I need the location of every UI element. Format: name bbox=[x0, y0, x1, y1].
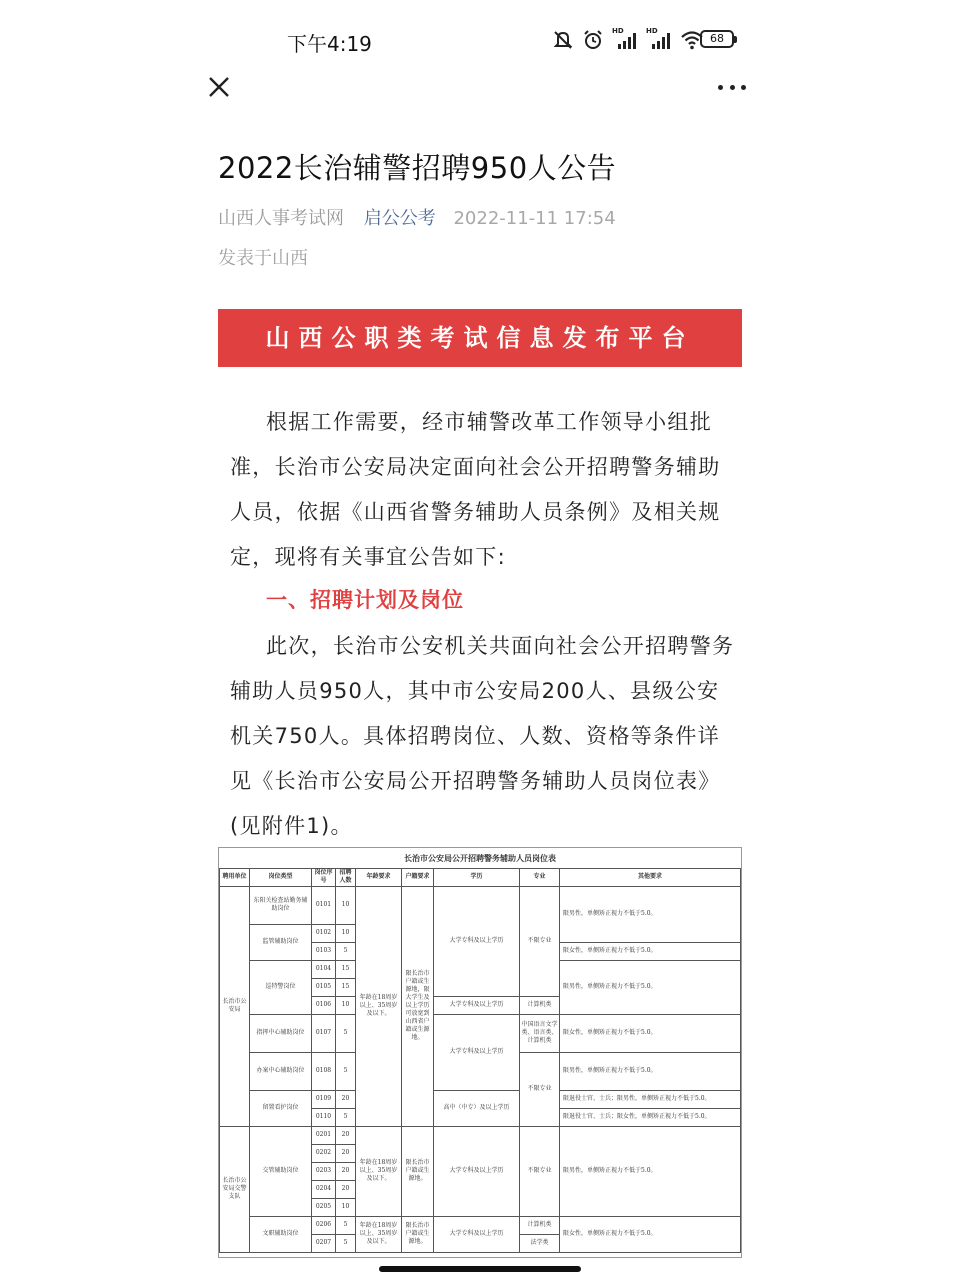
table-cell-post: 办案中心辅助岗位 bbox=[250, 1052, 312, 1090]
more-dot bbox=[741, 85, 746, 90]
table-cell-major: 计算机类 bbox=[520, 1216, 560, 1234]
article-source: 山西人事考试网 bbox=[218, 208, 344, 229]
article-meta bbox=[218, 204, 616, 230]
table-cell-code: 0204 bbox=[312, 1180, 336, 1198]
account-link[interactable]: 启公公考 bbox=[363, 208, 436, 229]
table-cell-huji: 限长治市户籍或生源地，限大学生及以上学历可放宽到山西省户籍或生源地。 bbox=[402, 886, 434, 1126]
more-dot bbox=[730, 85, 735, 90]
table-cell-req: 限女性，单侧矫正视力不低于5.0。 bbox=[560, 1014, 741, 1052]
table-cell-major: 计算机类 bbox=[520, 996, 560, 1014]
paragraph-intro: 根据工作需要，经市辅警改革工作领导小组批准，长治市公安局决定面向社会公开招聘警务辅助人员，依据《山西省警务辅助人员条例》及相关规定，现将有关事宜公告如下: bbox=[230, 410, 721, 569]
table-header: 招聘人数 bbox=[336, 868, 356, 886]
table-cell-edu: 大学专科及以上学历 bbox=[434, 996, 520, 1014]
table-cell-count: 5 bbox=[336, 1014, 356, 1052]
table-cell-post: 文职辅助岗位 bbox=[250, 1216, 312, 1252]
table-cell-count: 5 bbox=[336, 942, 356, 960]
table-cell-code: 0106 bbox=[312, 996, 336, 1014]
table-cell-code: 0107 bbox=[312, 1014, 336, 1052]
table-cell-count: 5 bbox=[336, 1108, 356, 1126]
table-cell-count: 20 bbox=[336, 1162, 356, 1180]
table-cell-count: 20 bbox=[336, 1180, 356, 1198]
section-heading: 一、招聘计划及岗位 bbox=[266, 588, 464, 612]
table-header: 户籍要求 bbox=[402, 868, 434, 886]
table-header: 聘用单位 bbox=[220, 868, 250, 886]
recruitment-table bbox=[219, 848, 741, 1253]
table-header: 专业 bbox=[520, 868, 560, 886]
table-cell-age: 年龄在18周岁以上、35周岁及以下。 bbox=[356, 886, 402, 1126]
table-cell-edu: 大学专科及以上学历 bbox=[434, 1126, 520, 1216]
more-dot bbox=[718, 85, 723, 90]
hd-label-1: HD bbox=[612, 27, 624, 35]
table-cell-count: 20 bbox=[336, 1126, 356, 1144]
table-header: 年龄要求 bbox=[356, 868, 402, 886]
table-cell-count: 10 bbox=[336, 924, 356, 942]
table-cell-count: 5 bbox=[336, 1216, 356, 1234]
table-cell-count: 20 bbox=[336, 1144, 356, 1162]
table-cell-major: 不限专业 bbox=[520, 1052, 560, 1126]
publish-date: 2022-11-11 17:54 bbox=[453, 208, 616, 229]
table-cell-count: 5 bbox=[336, 1052, 356, 1090]
table-cell-code: 0108 bbox=[312, 1052, 336, 1090]
table-cell-req: 限男性，单侧矫正视力不低于5.0。 bbox=[560, 1126, 741, 1216]
table-cell-code: 0201 bbox=[312, 1126, 336, 1144]
mute-icon bbox=[552, 29, 574, 51]
table-cell-req: 限女性，单侧矫正视力不低于5.0。 bbox=[560, 942, 741, 960]
table-header: 岗位序号 bbox=[312, 868, 336, 886]
table-cell-req: 限男性，单侧矫正视力不低于5.0。 bbox=[560, 960, 741, 1014]
table-cell-code: 0206 bbox=[312, 1216, 336, 1234]
table-cell-code: 0203 bbox=[312, 1162, 336, 1180]
table-cell-edu: 高中（中专）及以上学历 bbox=[434, 1090, 520, 1126]
table-cell-unit: 长治市公安局交警支队 bbox=[220, 1126, 250, 1252]
home-indicator[interactable] bbox=[379, 1266, 581, 1272]
table-cell-code: 0102 bbox=[312, 924, 336, 942]
table-header: 岗位类型 bbox=[250, 868, 312, 886]
signal-hd-2-icon bbox=[646, 29, 672, 51]
table-cell-code: 0104 bbox=[312, 960, 336, 978]
table-cell-code: 0207 bbox=[312, 1234, 336, 1252]
table-cell-code: 0110 bbox=[312, 1108, 336, 1126]
status-bar bbox=[0, 0, 960, 80]
table-cell-count: 10 bbox=[336, 996, 356, 1014]
table-cell-count: 5 bbox=[336, 1234, 356, 1252]
table-cell-code: 0109 bbox=[312, 1090, 336, 1108]
table-cell-count: 10 bbox=[336, 886, 356, 924]
signal-hd-1-icon bbox=[612, 29, 638, 51]
table-header: 学历 bbox=[434, 868, 520, 886]
table-cell-code: 0202 bbox=[312, 1144, 336, 1162]
table-cell-req: 限女性，单侧矫正视力不低于5.0。 bbox=[560, 1216, 741, 1252]
table-cell-major: 不限专业 bbox=[520, 886, 560, 996]
table-cell-post: 留置看护岗位 bbox=[250, 1090, 312, 1126]
article-title: 2022长治辅警招聘950人公告 bbox=[218, 151, 617, 185]
table-cell-code: 0205 bbox=[312, 1198, 336, 1216]
table-cell-huji: 限长治市户籍或生源地。 bbox=[402, 1126, 434, 1216]
table-header: 其他要求 bbox=[560, 868, 741, 886]
table-cell-count: 10 bbox=[336, 1198, 356, 1216]
publish-location: 发表于山西 bbox=[218, 248, 308, 269]
status-time: 下午4:19 bbox=[287, 32, 372, 56]
table-cell-count: 15 bbox=[336, 978, 356, 996]
table-cell-code: 0103 bbox=[312, 942, 336, 960]
table-cell-req: 限退役士官、士兵；限女性，单侧矫正视力不低于5.0。 bbox=[560, 1108, 741, 1126]
table-cell-major: 中国语言文学类、语言类、计算机类 bbox=[520, 1014, 560, 1052]
table-cell-post: 交管辅助岗位 bbox=[250, 1126, 312, 1216]
table-caption: 长治市公安局公开招聘警务辅助人员岗位表 bbox=[220, 848, 741, 868]
table-cell-req: 限退役士官、士兵；限男性，单侧矫正视力不低于5.0。 bbox=[560, 1090, 741, 1108]
platform-banner: 山西公职类考试信息发布平台 bbox=[218, 309, 742, 367]
table-cell-req: 限男性，单侧矫正视力不低于5.0。 bbox=[560, 886, 741, 942]
table-cell-post: 监管辅助岗位 bbox=[250, 924, 312, 960]
table-cell-post: 巡特警岗位 bbox=[250, 960, 312, 1014]
table-cell-edu: 大学专科及以上学历 bbox=[434, 1014, 520, 1090]
table-cell-req: 限男性，单侧矫正视力不低于5.0。 bbox=[560, 1052, 741, 1090]
close-icon[interactable] bbox=[206, 74, 232, 100]
table-cell-huji: 限长治市户籍或生源地。 bbox=[402, 1216, 434, 1252]
table-cell-edu: 大学专科及以上学历 bbox=[434, 1216, 520, 1252]
table-cell-edu: 大学专科及以上学历 bbox=[434, 886, 520, 996]
table-cell-age: 年龄在18周岁以上、35周岁及以下。 bbox=[356, 1216, 402, 1252]
table-cell-post: 东阳关检查站勤务辅助岗位 bbox=[250, 886, 312, 924]
table-cell-major: 法学类 bbox=[520, 1234, 560, 1252]
table-cell-code: 0105 bbox=[312, 978, 336, 996]
hd-label-2: HD bbox=[646, 27, 658, 35]
table-cell-major: 不限专业 bbox=[520, 1126, 560, 1216]
table-cell-post: 指挥中心辅助岗位 bbox=[250, 1014, 312, 1052]
alarm-icon bbox=[582, 29, 604, 51]
more-icon[interactable] bbox=[718, 82, 746, 92]
status-icons bbox=[552, 26, 704, 54]
recruitment-table-image[interactable] bbox=[218, 847, 742, 1258]
table-cell-age: 年龄在18周岁以上、35周岁及以下。 bbox=[356, 1126, 402, 1216]
table-cell-count: 20 bbox=[336, 1090, 356, 1108]
table-cell-count: 15 bbox=[336, 960, 356, 978]
table-cell-unit: 长治市公安局 bbox=[220, 886, 250, 1126]
battery-icon: 68 bbox=[700, 30, 734, 48]
paragraph-plan: 此次，长治市公安机关共面向社会公开招聘警务辅助人员950人，其中市公安局200人、县级公安机关750人。具体招聘岗位、人数、资格等条件详见《长治市公安局公开招聘警务辅助人员岗位表》(见附件1)。 bbox=[230, 634, 735, 838]
table-cell-code: 0101 bbox=[312, 886, 336, 924]
